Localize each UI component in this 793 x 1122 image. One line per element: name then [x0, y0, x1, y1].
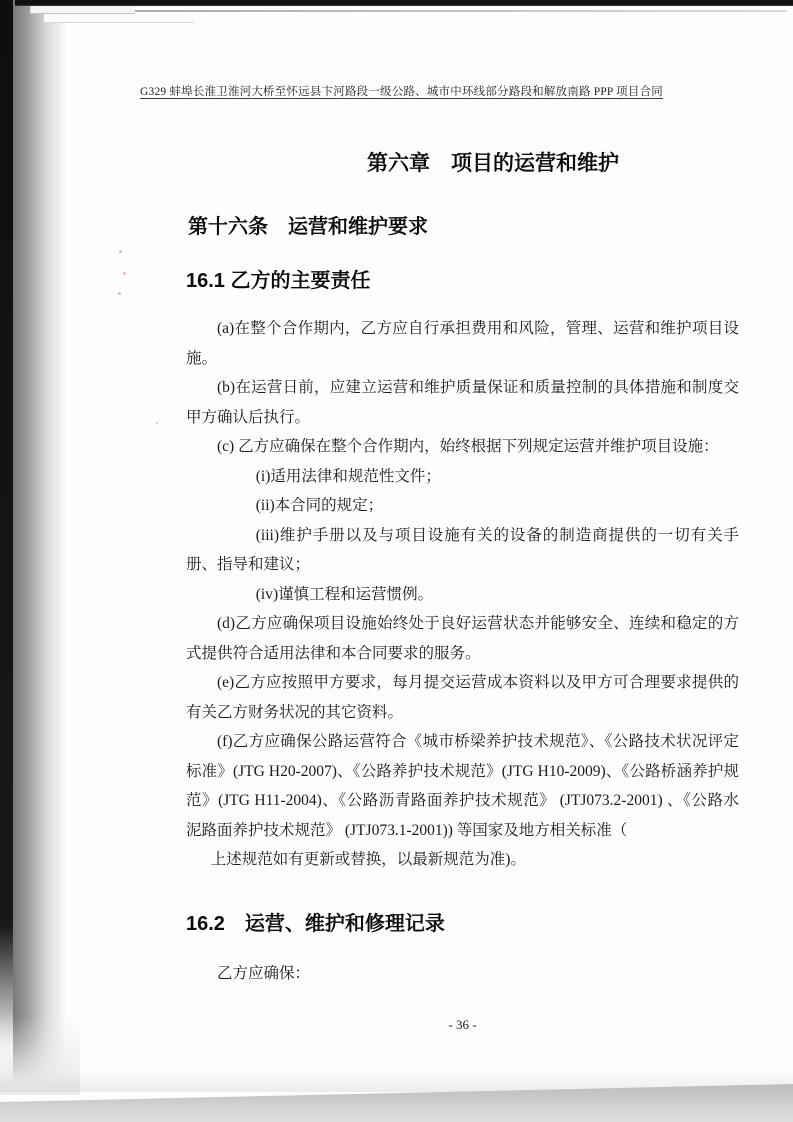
article-heading: 第十六条 运营和维护要求: [188, 216, 428, 238]
section-16-1-heading: 16.1 乙方的主要责任: [186, 270, 371, 292]
paragraph-f: (f)乙方应确保公路运营符合《城市桥梁养护技术规范》、《公路技术状况评定标准》(JTG H20-2007)、《公路养护技术规范》(JTG H10-2009)、《公路桥涵养护规范》(JTG H11-2004)、《公路沥青路面养护技术规范》 (JTJ073.2-2001) 、《公路水泥路面养护技术规范》 (JTJ073.1-2001)) 等国家及地方相关标准（: [186, 733, 739, 839]
scan-speck: [119, 250, 122, 253]
scan-speck: [118, 292, 121, 295]
list-item-iii: (iii)维护手册以及与项目设施有关的设备的制造商提供的一切有关手册、指导和建议；: [186, 526, 739, 573]
document-header: [40, 83, 763, 99]
scan-edge-left-gradient: [13, 0, 67, 1092]
scan-speck: [123, 272, 126, 275]
list-item-iv: (iv)谨慎工程和运营惯例。: [255, 585, 434, 603]
scan-edge-top-line: [125, 10, 787, 12]
chapter-heading: 第六章 项目的运营和维护: [367, 152, 619, 175]
section-16-2-lead: 乙方应确保：: [217, 965, 311, 982]
page-stack-edge: [30, 6, 135, 14]
paragraph-e: (e)乙方应按照甲方要求，每月提交运营成本资料以及甲方可合理要求提供的有关乙方财务状况的其它资料。: [186, 674, 739, 721]
section-16-2-heading: 16.2 运营、维护和修理记录: [186, 913, 445, 935]
list-item-ii: (ii)本合同的规定；: [255, 497, 384, 514]
scan-speck: [156, 422, 158, 424]
paragraph-f-note: 上述规范如有更新或替换，以最新规范为准)。: [210, 851, 526, 868]
page-stack-edge: [44, 14, 194, 23]
paragraph-c: (c) 乙方应确保在整个合作期内，始终根据下列规定运营并维护项目设施：: [217, 438, 719, 455]
section-16-1-body: [186, 314, 739, 875]
list-item-i: (i)适用法律和规范性文件；: [255, 467, 441, 485]
page-number: - 36 -: [448, 1017, 477, 1032]
paragraph-a: (a)在整个合作期内，乙方应自行承担费用和风险，管理、运营和维护项目设施。: [186, 320, 739, 367]
document-header-title: G329 蚌埠长淮卫淮河大桥至怀远县卞河路段一级公路、城市中环线部分路段和解放南路 PPP 项目合同: [140, 86, 663, 98]
paragraph-d: (d)乙方应确保项目设施始终处于良好运营状态并能够安全、连续和稳定的方式提供符合适用法律和本合同要求的服务。: [186, 615, 739, 662]
scan-edge-left-black: [0, 0, 13, 1052]
paragraph-b: (b)在运营日前，应建立运营和维护质量保证和质量控制的具体措施和制度交甲方确认后执行。: [186, 379, 739, 426]
